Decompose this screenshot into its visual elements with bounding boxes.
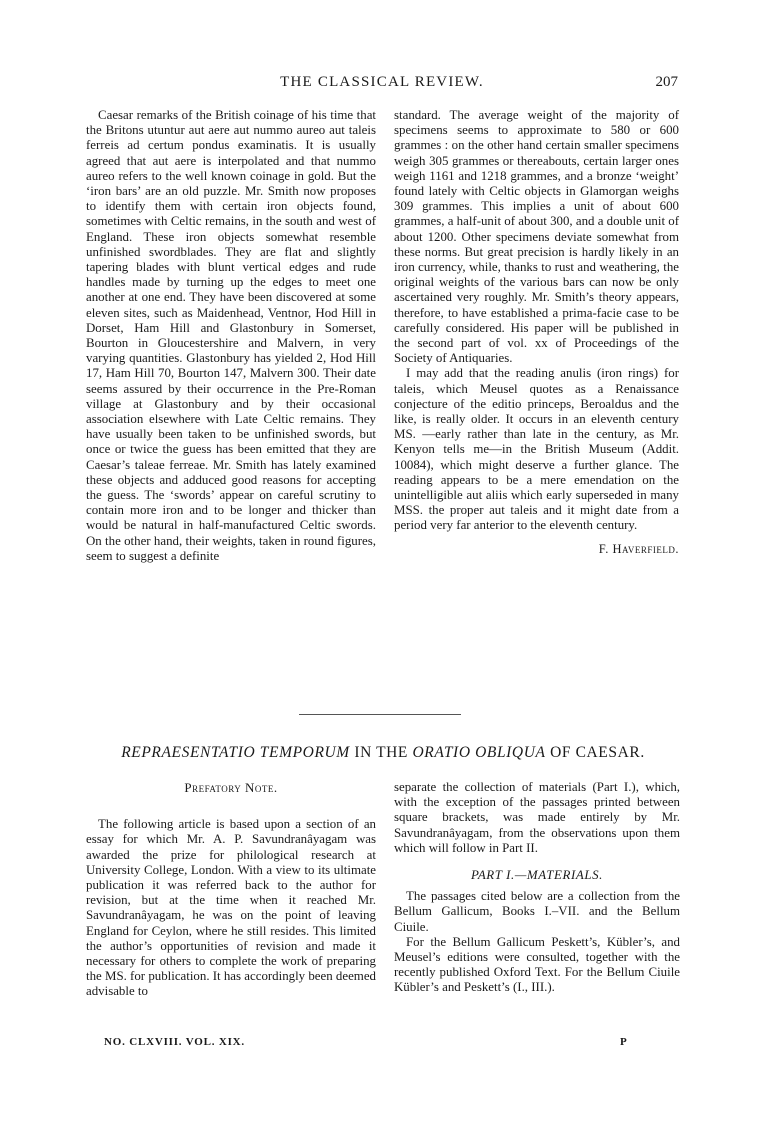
upper-left-column (86, 108, 376, 564)
lower-left-column (86, 780, 376, 1000)
title-english-1: IN THE (354, 744, 408, 761)
paragraph: separate the collection of materials (Part I.), which, with the exception of the passages printed between square brackets, was made entirely by Mr. Savundranâyagam, from the observations upon them which will follow in Part II. (394, 780, 680, 855)
running-header (86, 74, 678, 94)
section-divider (299, 714, 461, 715)
upper-right-column (394, 108, 679, 557)
title-english-2: OF CAESAR. (550, 744, 645, 761)
journal-title: THE CLASSICAL REVIEW. (280, 74, 484, 90)
title-latin-2: ORATIO OBLIQUA (412, 744, 546, 761)
article-title (86, 744, 680, 762)
volume-signature: NO. CLXVIII. VOL. XIX. (104, 1036, 245, 1048)
part-heading: PART I.—MATERIALS. (471, 868, 603, 883)
title-latin-1: REPRAESENTATIO TEMPORUM (121, 744, 350, 761)
page-number: 207 (655, 74, 678, 90)
paragraph: I may add that the reading anulis (iron rings) for taleis, which Meusel quotes as a Renaissance conjecture of the editio princeps, Beroaldus and the like, is really older. It occurs in an eleventh century MS. —early rather than late in the century, as Mr. Kenyon tells me—in the British Museum (Addit. 10084), which might deserve a further glance. The reading appears to be a mere emendation on the unintelligible aut aliis which early superseded in many MSS. the proper aut taleis and it might date from a period very far anterior to the eleventh century. (394, 366, 679, 533)
author-signature: F. Haverfield. (598, 541, 679, 556)
paragraph: standard. The average weight of the majority of specimens seems to approximate to 580 or 600 grammes : on the other hand certain smaller specimens weigh 305 grammes or thereabouts, certain larger ones weigh 1161 and 1218 grammes, and a bronze ‘weight’ found lately with Celtic objects in Glamorgan weighs 309 grammes. This implies a unit of about 600 grammes, a half-unit of about 300, and a double unit of about 1200. Other specimens deviate somewhat from these norms. But great precision is hardly likely in an iron currency, while, thanks to rust and weathering, the original weights of the various bars can now be only ascertained very roughly. Mr. Smith’s theory appears, therefore, to have established a prima-facie case to be carefully considered. His paper will be published in the second part of vol. xx of Proceedings of the Society of Antiquaries. (394, 108, 679, 366)
paragraph: Caesar remarks of the British coinage of his time that the Britons utuntur aut aere aut nummo aureo aut taleis ferreis ad certum pondus examinatis. It is usually agreed that aut aere is interpolated and that nummo aureo refers to the well known coinage in gold. But the ‘iron bars’ are an old puzzle. Mr. Smith now proposes to identify them with certain iron objects found, sometimes with Celtic remains, in the south and west of England. These iron objects somewhat resemble unfinished swordblades. They are flat and slightly tapering blades with blunt vertical edges and rude handles made by turning up the edges to meet one another at one end. They have been discovered at some eleven sites, such as Maidenhead, Ventnor, Hod Hill in Dorset, Ham Hill and Glastonbury in Somerset, Bourton in Gloucestershire and Malvern, in very varying quantities. Glastonbury has yielded 2, Hod Hill 17, Ham Hill 70, Bourton 147, Malvern 300. Their date seems assured by their occurrence in the Pre-Roman village at Glastonbury and by their occasional association elsewhere with Late Celtic remains. They have usually been taken to be unfinished swords, but once or twice the guess has been emitted that they are Caesar’s taleae ferreae. Mr. Smith has lately examined these objects and adduced good reasons for accepting the guess. The ‘swords’ appear on careful scrutiny to contain more iron and to be longer and thicker than would be natural in half-manufactured Celtic swords. On the other hand, their weights, taken in round figures, seem to suggest a definite (86, 108, 376, 563)
gathering-letter: P (620, 1036, 627, 1048)
prefatory-heading: Prefatory Note. (184, 780, 278, 795)
paragraph: The passages cited below are a collection from the Bellum Gallicum, Books I.–VII. and the Bellum Ciuile. (394, 889, 680, 934)
lower-right-column (394, 780, 680, 996)
paragraph: For the Bellum Gallicum Peskett’s, Kübler’s, and Meusel’s editions were consulted, together with the recently published Oxford Text. For the Bellum Ciuile Kübler’s and Peskett’s (I., III.). (394, 934, 680, 995)
paragraph: The following article is based upon a section of an essay for which Mr. A. P. Savundranâyagam was awarded the prize for philological research at University College, London. With a view to its ultimate publication it was referred back to the author for revision, but at the time when it reached Mr. Savundranâyagam, he was on the point of leaving England for Ceylon, where he still resides. This limited the author’s opportunities of revision and made it necessary for others to complete the work of preparing the MS. for publication. It has accordingly been deemed advisable to (86, 817, 376, 999)
